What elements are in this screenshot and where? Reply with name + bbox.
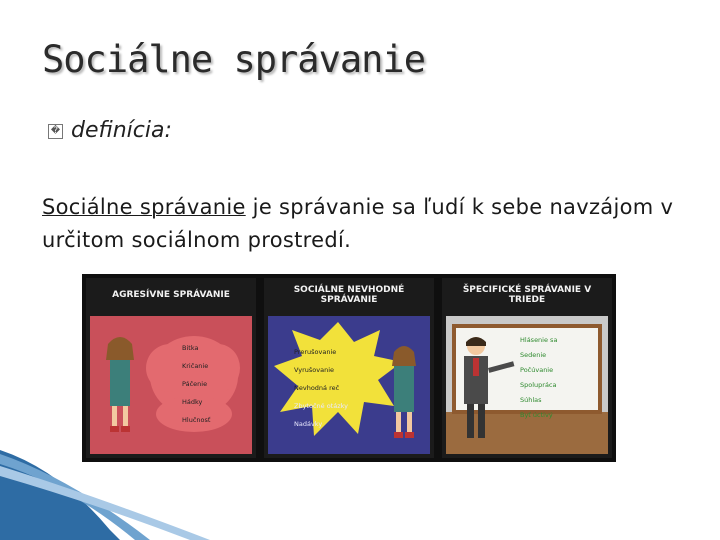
slide-title: Sociálne správanie (42, 38, 425, 81)
definition-text (42, 191, 682, 257)
panel-scene (446, 316, 608, 454)
storyboard-panel-classroom (442, 278, 612, 458)
panel-word: Nadávky (294, 420, 323, 428)
panel-word: Hlásenie sa (520, 336, 558, 344)
storyboard-panel-inappropriate (264, 278, 434, 458)
panel-word: Hlučnosť (182, 416, 211, 424)
panel-word: Páčenie (182, 380, 208, 388)
panel-word: Nevhodná reč (294, 384, 340, 392)
storyboard-panel-aggressive (86, 278, 256, 458)
panel-word: Spolupráca (520, 381, 557, 389)
panel-word: Súhlas (520, 396, 542, 404)
panel-word: Hádky (182, 398, 203, 406)
panel-heading: SOCIÁLNE NEVHODNÉ SPRÁVANIE (293, 285, 405, 305)
panel-scene (268, 316, 430, 454)
angry-cloud-illustration (90, 316, 252, 454)
panel-word: Byť úctivý (520, 411, 553, 419)
panel-word: Bitka (182, 344, 199, 352)
burst-illustration (268, 316, 430, 454)
panel-word: Vyrušovanie (294, 366, 335, 374)
panel-word: Kričanie (182, 362, 209, 370)
bullet-glyph-icon: � (48, 124, 63, 139)
storyboard-image (82, 274, 616, 462)
panel-word: Sedenie (520, 351, 547, 359)
definition-bullet (48, 118, 172, 143)
definition-term: Sociálne správanie (42, 195, 246, 219)
panel-word: Zbytočné otázky (294, 402, 349, 410)
panel-heading: AGRESÍVNE SPRÁVANIE (112, 290, 230, 300)
panel-heading: ŠPECIFICKÉ SPRÁVANIE V TRIEDE (462, 285, 592, 305)
panel-word: Prerušovanie (294, 348, 337, 356)
panel-word: Počúvanie (520, 366, 554, 374)
bullet-label: definícia: (71, 118, 172, 143)
panel-scene (90, 316, 252, 454)
definition-body: je správanie sa ľudí k sebe navzájom v určitom sociálnom prostredí. (42, 195, 674, 252)
corner-swoosh-decoration (0, 450, 720, 540)
